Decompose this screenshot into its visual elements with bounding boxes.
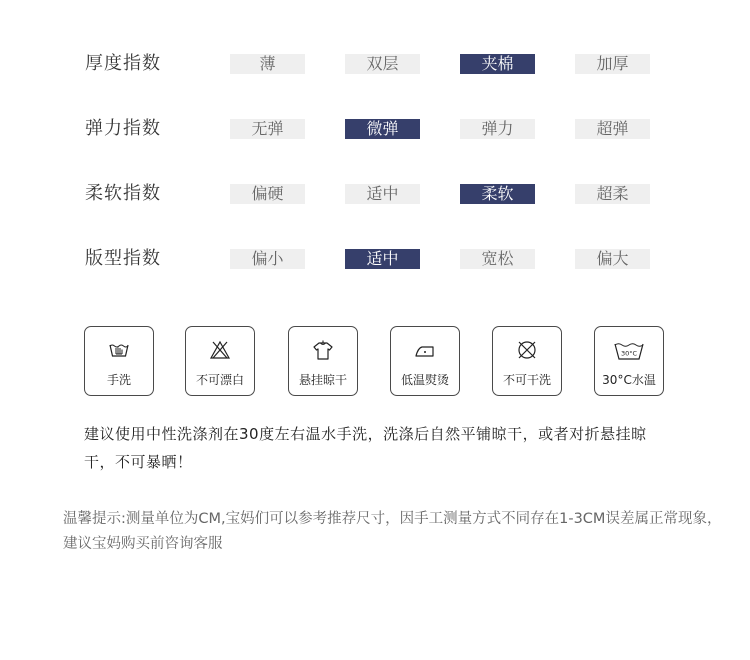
care-label: 手洗 <box>106 373 131 387</box>
care-hand-wash <box>84 326 154 396</box>
option-slight-stretch-selected: 微弹 <box>345 119 420 139</box>
option-no-stretch: 无弹 <box>230 119 305 139</box>
index-row-elasticity <box>0 117 750 141</box>
index-row-softness <box>0 182 750 206</box>
option-large: 偏大 <box>575 249 650 269</box>
hand-wash-icon <box>85 339 153 363</box>
no-bleach-icon <box>186 339 254 363</box>
hang-dry-icon <box>289 339 357 363</box>
option-stiff: 偏硬 <box>230 184 305 204</box>
care-low-iron <box>390 326 460 396</box>
index-row-fit <box>0 247 750 271</box>
care-label: 30°C水温 <box>602 373 656 387</box>
index-label: 厚度指数 <box>85 53 161 74</box>
care-advice-text: 建议使用中性洗涤剂在30度左右温水手洗，洗涤后自然平铺晾干，或者对折悬挂晾干，不可暴晒！ <box>84 425 647 471</box>
index-row-thickness <box>0 52 750 76</box>
care-label: 低温熨烫 <box>400 373 449 387</box>
care-label: 不可干洗 <box>502 373 551 387</box>
option-small: 偏小 <box>230 249 305 269</box>
option-soft-selected: 柔软 <box>460 184 535 204</box>
option-double-layer: 双层 <box>345 54 420 74</box>
no-dry-clean-icon <box>493 339 561 363</box>
care-no-dry-clean <box>492 326 562 396</box>
option-regular-selected: 适中 <box>345 249 420 269</box>
option-super-soft: 超柔 <box>575 184 650 204</box>
option-loose: 宽松 <box>460 249 535 269</box>
care-label: 悬挂晾干 <box>298 373 347 387</box>
wash-30-icon <box>595 339 663 363</box>
size-tip-text: 温馨提示:测量单位为CM,宝妈们可以参考推荐尺寸，因手工测量方式不同存在1-3CM误差属正常现象，建议宝妈购买前咨询客服 <box>63 511 722 552</box>
index-label: 柔软指数 <box>85 183 161 204</box>
option-padded-selected: 夹棉 <box>460 54 535 74</box>
care-no-bleach <box>185 326 255 396</box>
option-thick: 加厚 <box>575 54 650 74</box>
option-super-stretch: 超弹 <box>575 119 650 139</box>
index-label: 弹力指数 <box>85 118 161 139</box>
care-label: 不可漂白 <box>195 373 244 387</box>
care-hang-dry <box>288 326 358 396</box>
low-iron-icon <box>391 339 459 363</box>
wash-temp-label: 30°C <box>620 349 638 358</box>
index-label: 版型指数 <box>85 248 161 269</box>
option-thin: 薄 <box>230 54 305 74</box>
care-wash-30 <box>594 326 664 396</box>
option-moderate: 适中 <box>345 184 420 204</box>
option-stretch: 弹力 <box>460 119 535 139</box>
